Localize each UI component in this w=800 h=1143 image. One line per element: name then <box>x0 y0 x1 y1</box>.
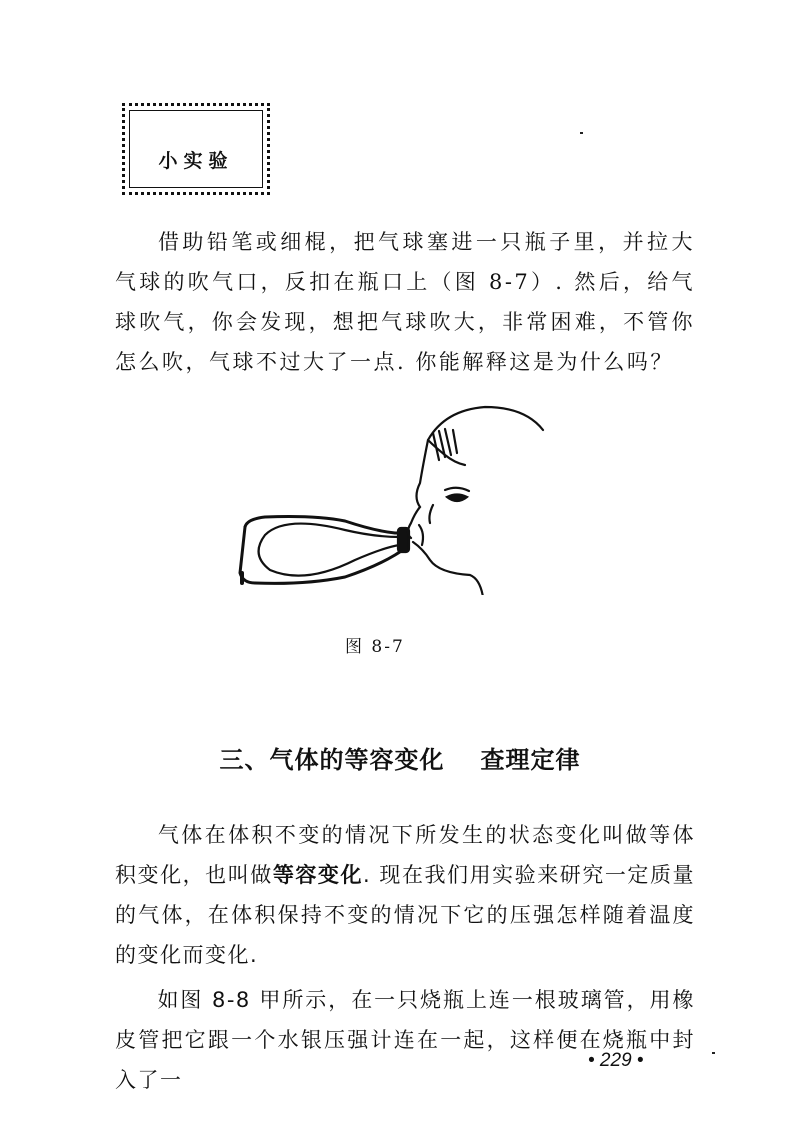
p2-text: 如图 8-8 甲所示，在一只烧瓶上连一根玻璃管，用橡皮管把它跟一个水银压强计连在一起，这样便在烧瓶中封入了一 <box>115 988 695 1092</box>
scan-speck <box>580 132 583 134</box>
experiment-text: 借助铅笔或细棍，把气球塞进一只瓶子里，并拉大气球的吹气口，反扣在瓶口上（图 8-7）. 然后，给气球吹气，你会发现，想把气球吹大，非常困难，不管你怎么吹，气球不过大了一点. 你能解释这是为什么吗？ <box>115 230 695 374</box>
p1-before: 气体在体积不变的情况下所发生的状态变化叫做等体积变化，也叫做 <box>115 823 695 887</box>
scan-speck <box>712 1052 715 1054</box>
page-number: • 229 • <box>588 1050 644 1071</box>
experiment-paragraph <box>115 222 695 382</box>
body-paragraph-1 <box>115 815 695 975</box>
balloon-bottle-illustration <box>225 395 555 595</box>
small-experiment-box <box>122 103 270 195</box>
section-title-part2: 查理定律 <box>480 746 581 774</box>
section-title-part1: 三、气体的等容变化 <box>219 746 445 774</box>
term-isochoric: 等容变化 <box>272 863 364 887</box>
figure-caption: 图 8-7 <box>345 637 405 657</box>
box-title: 小实验 <box>158 150 234 172</box>
p1-after: . 现在我们用实验来研究一定质量的气体，在体积保持不变的情况下它的压强怎样随着温度的变化而变化. <box>115 863 696 967</box>
body-paragraph-2 <box>115 980 695 1100</box>
section-title <box>0 740 800 775</box>
